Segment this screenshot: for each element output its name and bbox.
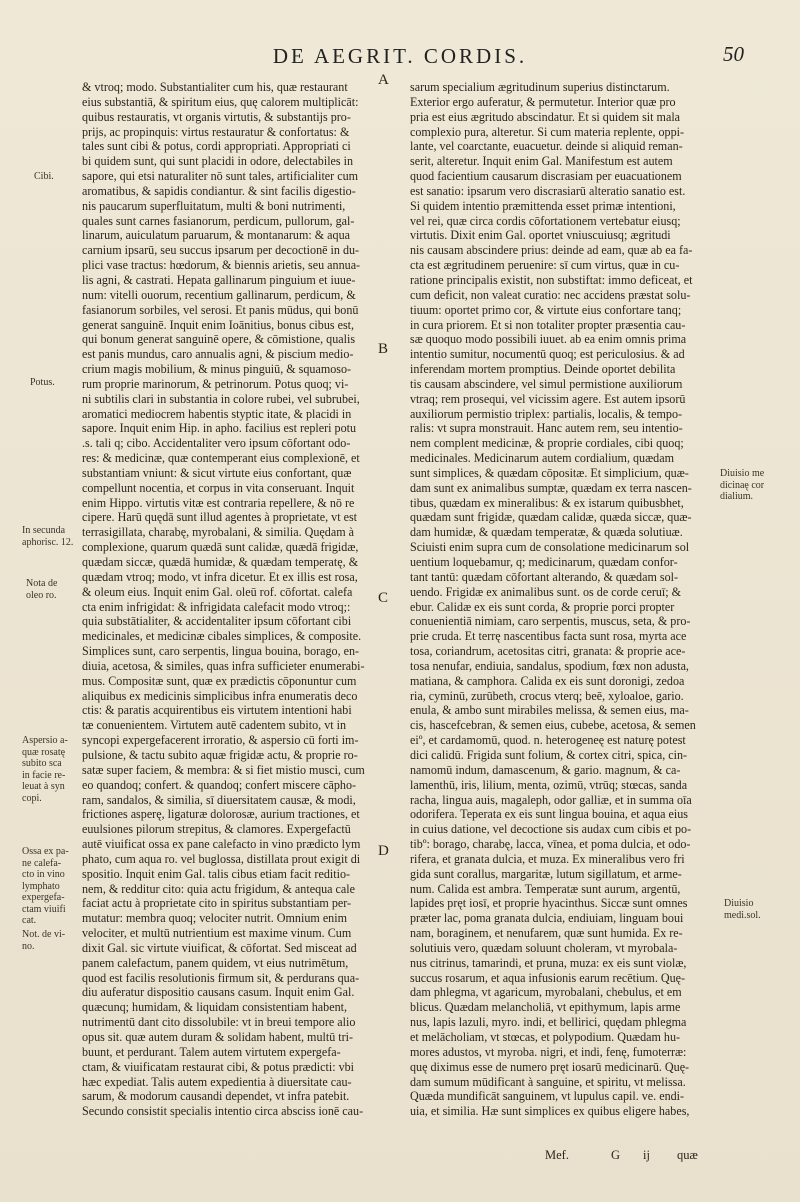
text-line: Si quidem intentio præmittenda esset primæ intentioni,: [410, 198, 676, 213]
text-line: ctam, & viuificatam restaurat cibi, & potus prædicti: vbi: [82, 1059, 355, 1074]
margin-note-line: cat.: [22, 915, 37, 926]
text-line: tosa, coriandrum, acetositas citri, granata: & proprie ace-: [410, 644, 686, 659]
text-line: prie cruda. Et terrę nascentibus facta sunt rosa, myrta ace: [410, 629, 687, 644]
running-title: DE AEGRIT. CORDIS.: [272, 44, 528, 68]
margin-note-diuisio: [720, 468, 764, 503]
text-line: diu auferatur dispositio causans casum. Inquit enim Gal.: [82, 985, 355, 1000]
text-line: quibus restauratis, vt organis virtutis, & substantijs pro-: [82, 109, 351, 124]
text-line: complexione, quarum quædā sunt calidæ, quædā frigidæ,: [82, 540, 359, 555]
text-line: aliquibus ex medicinis simplicibus infra enumeratis deco: [82, 688, 358, 703]
margin-note-line: cto in vino: [22, 869, 65, 880]
text-line: dixit Gal. sic virtute viuificat, & cōfortat. Sed misceat ad: [82, 940, 357, 955]
page-signatures: [545, 1148, 725, 1166]
text-line: auxiliorum permistio triplex: partialis, localis, & tempo-: [410, 406, 683, 421]
text-line: num: vitelli ouorum, recentium gallinarum, perdicum, &: [82, 287, 356, 302]
text-line: Quæda mundificāt sanguinem, vt lupulus capil. ve. endi-: [410, 1089, 685, 1104]
text-line: matiana, & camphora. Calida ex eis sunt doronigi, zedoa: [410, 673, 685, 688]
text-line: uentium loquebamur, q; medicinarum, quædam confor-: [410, 555, 678, 569]
text-line: medicinales, et medicinæ cibales simplices, & composite.: [82, 629, 362, 644]
text-line: blicus. Quædam melancholiā, vt epithymum, lapis arme: [410, 1000, 681, 1015]
margin-note-line: Aspersio a-: [22, 735, 68, 746]
text-line: cipere. Harū quędā sunt illud agentes à proprietate, vt est: [82, 510, 358, 525]
text-line: quod facientium causarum discrasiam per euacuationem: [410, 169, 682, 184]
margin-note-oleo: [26, 578, 57, 601]
text-line: prijs, ac propinquis: virtus restauratur & confortatus: &: [82, 124, 350, 139]
margin-note-line: ctam viuifi: [22, 903, 66, 915]
margin-note-cibi: [34, 171, 54, 183]
text-line: dam sunt ex animalibus sumptæ, quædam ex terra nascen-: [410, 480, 692, 495]
margin-note-line: Not. de vi-: [22, 929, 66, 940]
catchword-left: Mef.: [545, 1148, 569, 1162]
text-line: quia substātialiter, & accidentaliter ipsum cōfortant cibi: [82, 614, 352, 629]
text-line: rifera, et granata dulcia, et muza. Ex mineralibus vero fri: [410, 851, 685, 866]
margin-note-line: ne calefa-: [22, 857, 62, 869]
section-letter-c: C: [378, 590, 389, 606]
margin-note-line: in facie re-: [22, 769, 66, 781]
text-line: quædam vtroq; modo, vt infra dicetur. Et ex illis est rosa,: [82, 569, 358, 584]
text-line: ram, sandalos, & similia, sī diuersitatem causæ, & modi,: [82, 792, 356, 807]
text-line: fasianorum sorbiles, vel serosi. Et panis mūdus, qui bonū: [82, 302, 359, 317]
text-line: quædam siccæ, quædā humidæ, & quædam temperatę, &: [82, 555, 359, 569]
text-line: cta est ægritudinem peruenire: sī cum virtus, quæ in cu-: [410, 258, 680, 273]
signature-letter: G: [611, 1148, 621, 1162]
catchword: quæ: [677, 1148, 698, 1162]
text-line: opus sit. quæ autem duram & solidam habent, multū tri-: [82, 1030, 354, 1044]
text-line: mus. Compositæ sunt, quæ ex prædictis cōponuntur cum: [82, 673, 357, 688]
text-line: linarum, auiculatum paruarum, & montanarum: & aqua: [82, 228, 350, 243]
margin-note-line: aphorisc. 12.: [22, 536, 74, 548]
text-line: sapore, qui etsi naturaliter nō sunt tales, artificialiter cum: [82, 169, 359, 184]
text-line: est panis mundus, caro annualis agni, & piscium medio-: [82, 347, 354, 362]
leaf-number: ij: [643, 1148, 650, 1162]
text-line: nus, lapis lazuli, myro. indi, et bellirici, quędam phlegma: [410, 1015, 687, 1030]
margin-note-line: oleo ro.: [26, 589, 57, 601]
section-letter-d: D: [378, 843, 389, 859]
section-letter-a: A: [378, 72, 389, 88]
text-line: Secundo consistit specialis intentio circa absciss ionē cau-: [82, 1104, 364, 1119]
text-line: lis agni, & castrati. Hepata gallinarum pinguium et iuue-: [82, 272, 356, 287]
text-line: virtutis. Dixit enim Gal. oportet vniuscuiusq; ægritudi: [410, 228, 671, 243]
text-line: phato, cum aqua ro. vel buglossa, distillata prout exigit di: [82, 851, 361, 866]
text-line: nam, boraginem, et nenufarem, quæ sunt humida. Ex re-: [410, 926, 683, 941]
margin-note-line: Ossa ex pa-: [22, 846, 69, 857]
text-line: lapides pręt iosī, et proprie hyacinthus. Siccæ sunt omnes: [410, 896, 688, 911]
text-line: ria, cyminū, zurūbeth, crocus vterq; beē, xyloaloe, gario.: [410, 688, 684, 703]
text-line: crium magis mobilium, & minus pinguiū, & squamoso-: [82, 362, 352, 377]
text-line: complexio pura, alteretur. Si cum materia replente, oppi-: [410, 124, 685, 139]
text-line: inferendam mortem promptius. Deinde oportet debilita: [410, 362, 676, 377]
text-line: syncopi expergefacerent irroratio, & aspersio cū forti im-: [82, 733, 359, 748]
text-line: enula, & ambo sunt mirabiles melissa, & semen eius, ma-: [410, 703, 689, 718]
text-line: in cuius datione, vel decoctione sis audax cum cibis et po-: [410, 822, 692, 837]
text-line: vel rei, quæ circa cordis cōfortationem vertebatur eiusq;: [410, 213, 681, 228]
text-line: dici calidū. Frigida sunt folium, & cortex citri, spica, cin-: [410, 747, 688, 762]
text-line: ctis: & paratis acquirentibus eis virtutem intentioni habi: [82, 703, 352, 718]
text-line: dam sumum mūdificant à sanguine, et spiritu, vt melissa.: [410, 1074, 686, 1089]
margin-note-line: lymphato: [22, 880, 60, 892]
text-line: intentio sumitur, nocumentū quoq; est periculosius. & ad: [410, 347, 685, 362]
text-line: & oleum eius. Inquit enim Gal. oleū rof. cōfortat. calefa: [82, 584, 353, 599]
text-line: carnium ipsarū, seu succus ipsarum per decoctionē in du-: [82, 243, 360, 258]
text-line: eiº, et cardamomū, quod. n. heterogeneę est naturę potest: [410, 733, 686, 748]
text-line: spositio. Inquit enim Gal. talis cibus etiam facit reditio-: [82, 866, 351, 881]
text-line: conuenientiā nimiam, caro serpentis, muscus, seta, & pro-: [410, 614, 691, 629]
text-line: nem complent medicinæ, & proprie cordiales, cibi quoq;: [410, 436, 684, 451]
text-line: et melācholiam, vt stœcas, et polypodium. Quædam hu-: [410, 1030, 681, 1044]
margin-note-line: no.: [22, 940, 35, 952]
text-line: cis, hascefcebran, & semen eius, cubebe, acetosa, & semen: [410, 718, 696, 733]
text-line: sarum, & modorum causandi dependet, vt infra patebit.: [82, 1089, 350, 1104]
text-line: tæ conuenientem. Virtutem autē cadentem subito, vt in: [82, 718, 347, 733]
text-line: medicinales. Medicinarum autem cordialium, quædam: [410, 451, 674, 466]
margin-note-line: subito sca: [22, 758, 62, 769]
margin-note-line: Potus.: [30, 377, 55, 388]
text-line: nis paucarum superfluitatum, multi & boni nutrimenti,: [82, 198, 346, 213]
text-line: cta enim infrigidat: & infrigidata calefacit modo vtroq;:: [82, 599, 351, 614]
margin-note-line: medi.sol.: [724, 909, 761, 921]
text-line: res: & medicinæ, quæ contemperant eius complexionē, et: [82, 451, 360, 466]
margin-note-line: dicinaę cor: [720, 479, 765, 491]
text-line: autē viuificat ossa ex pane calefacto in vino prædicto lym: [82, 837, 361, 852]
text-line: velociter, et multū nutrientium est maxime vinum. Cum: [82, 926, 352, 941]
text-line: hæc expediat. Talis autem expedientia à diuersitate cau-: [82, 1074, 352, 1089]
text-line: mores adustos, vt myroba. nigri, et indi, fenę, fumoterræ:: [410, 1044, 687, 1059]
text-line: ralis: vt supra monstrauit. Hanc autem rem, seu intentio-: [410, 421, 683, 436]
text-line: Exterior ergo auferatur, & permutetur. Interior quæ pro: [410, 94, 676, 109]
text-line: lante, vel coarctante, euacuetur. deinde si aliquid reman-: [410, 139, 683, 154]
text-line: succus rosarum, et aqua infusionis earum recētium. Quę-: [410, 970, 686, 985]
margin-note-ossa: [22, 846, 69, 927]
text-line: serit, alteretur. Inquit enim Gal. Manifestum est autem: [410, 154, 673, 169]
text-line: tibº: borago, charabę, lacca, vīnea, et poma dulcia, et odo-: [410, 837, 691, 852]
text-line: quod est facilis resolutionis firmum sit, & perdurans qua-: [82, 970, 360, 985]
text-line: faciat actu à proprietate cito in spiritus substantiam per-: [82, 896, 352, 911]
text-line: terrasigillata, charabę, myrobalani, & similia. Quędam à: [82, 525, 355, 540]
text-line: nutrimentū dant cito dissolubile: vt in breui tempore alio: [82, 1015, 356, 1030]
text-line: lamenthū, iris, lilium, menta, ozimū, vtrūq; stœcas, sanda: [410, 777, 688, 792]
text-line: aromatici mediocrem habentis styptic itate, & placidi in: [82, 406, 352, 421]
text-line: ni subtilis clari in substantia in colore rubei, vel subrubei,: [82, 391, 360, 406]
text-line: panem calefactum, panem quidem, vt eius nutrimētum,: [82, 955, 349, 970]
text-line: enim Hippo. virtutis vitæ est contraria repellere, & nō re: [82, 495, 355, 510]
text-line: præter lac, poma granata dulcia, endiuiam, linguam boui: [410, 911, 684, 926]
text-line: ratione principalis existit, non substiftat: immo deficeat, et: [410, 272, 693, 287]
margin-note-vino: [22, 929, 65, 952]
text-line: tant tantū: quædam cōfortant alterando, & quædam sol-: [410, 569, 679, 584]
text-line: rum proprie marinorum, & petrinorum. Potus quoq; vi-: [82, 376, 349, 391]
text-line: sapore. Inquit enim Hip. in apho. facilius est repleri potu: [82, 421, 357, 436]
text-line: compellunt nocentia, et corpus in vita conseruant. Inquit: [82, 480, 355, 495]
text-line: tales sunt cibi & potus, cordi appropriati. Appropriati ci: [82, 139, 351, 154]
text-line: quæcunq; humidam, & liquidam consistentiam habent,: [82, 1000, 348, 1015]
text-line: solutiuis vero, quædam soluunt choleram, vt myrobala-: [410, 940, 678, 955]
margin-note-line: Diuisio: [724, 898, 754, 909]
text-line: est sanatio: ipsarum vero discrasiarū alteratio sanatio est.: [410, 183, 686, 198]
text-line: .s. tali q; cibo. Accidentaliter vero ipsum cōfortant odo-: [82, 436, 351, 451]
text-line: ebur. Calidæ ex eis sunt corda, & proprie porci propter: [410, 599, 675, 614]
text-line: bi quidem sunt, qui sunt placidi in odore, delectabiles in: [82, 154, 354, 169]
page-header: [0, 44, 800, 74]
text-line: Simplices sunt, caro serpentis, lingua bouina, borago, en-: [82, 644, 360, 659]
margin-note-line: quæ rosatę: [22, 746, 66, 758]
margin-note-line: leuat à syn: [22, 781, 65, 792]
margin-note-line: dialium.: [720, 491, 754, 502]
folio-number: 50: [723, 42, 744, 66]
text-line: nis causam abscindere prius: deinde ad eam, quæ ab ea fa-: [410, 243, 693, 258]
text-line: pulsione, & tactu subito aquæ frigidæ actu, & proprie ro-: [82, 747, 358, 762]
text-line: nem, & redditur cito: quia actu frigidum, & antequa cale: [82, 881, 356, 896]
text-line: & vtroq; modo. Substantialiter cum his, quæ restaurant: [82, 80, 348, 94]
margin-note-line: expergefa-: [22, 892, 65, 903]
text-line: euulsiones pilorum strepitus, & clamores. Expergefactū: [82, 822, 351, 837]
text-line: quædam sunt frigidæ, quædam calidæ, quæda siccæ, quæ-: [410, 510, 692, 525]
text-line: generat sanguinē. Inquit enim Ioānitius, bonus cibus est,: [82, 317, 355, 332]
text-line: namomū indum, damascenum, & gario. magnum, & ca-: [410, 762, 681, 777]
text-line: dam humidæ, & quædam temperatæ, & quæda solutiuæ.: [410, 525, 683, 540]
text-line: pria est eius ægritudo abscindatur. Et si quidem sit mala: [410, 109, 681, 124]
text-line: tibus, quædam ex mineralibus: & ex istarum quibusbhet,: [410, 495, 684, 510]
text-line: dam phlegma, vt agaricum, myrobalani, chebulus, et em: [410, 985, 682, 1000]
text-line: qui bonum generat sanguinē opere, & cōmistione, qualis: [82, 332, 356, 347]
text-line: sarum specialium ægritudinum superius distinctarum.: [410, 80, 670, 94]
text-line: buunt, et perdurant. Talem autem virtutem expergefa-: [82, 1044, 341, 1059]
text-line: quę diximus esse de numero pręt iosarū medicinarū. Quę-: [410, 1059, 690, 1074]
text-line: racha, lingua auis, magaleph, odor galliæ, et in summa oīa: [410, 792, 692, 807]
text-line: eo quandoq; confert. & quandoq; confert miscere cāpho-: [82, 777, 357, 792]
text-line: odorifera. Teperata ex eis sunt lingua bouina, et aqua eius: [410, 807, 688, 822]
text-line: tiuum: oportet primo cor, & virtute eius confortare tanq;: [410, 302, 682, 317]
margin-note-aphorism: [22, 525, 73, 548]
text-line: in cura priorem. Et si non totaliter propter præsentia cau-: [410, 317, 686, 332]
text-line: plici vase tractus: hœdorum, & biennis arietis, seu annua-: [82, 258, 361, 273]
text-line: uia, et similia. Hæ sunt simplices ex quibus eligere habes,: [410, 1104, 690, 1119]
margin-note-line: Cibi.: [34, 171, 54, 182]
right-text-column: [410, 80, 710, 1119]
text-line: tis causam abscindere, vel simul permistione auxiliorum: [410, 376, 683, 391]
text-line: mutatur: membra quoq; velociter nutrit. Omnium enim: [82, 911, 347, 926]
text-line: vtraq; rem prosequi, vel vicissim agere. Est autem ipsorū: [410, 391, 686, 406]
text-line: nus citrinus, tamarindi, et pruna, muza: ex eis sunt violæ,: [410, 955, 687, 970]
text-line: num. Calida est ambra. Temperatæ sunt aurum, argentū,: [410, 881, 681, 896]
text-line: eius substantiā, & spiritum eius, quę calorem multiplicāt:: [82, 94, 359, 109]
text-line: sunt simplices, & quædam cōpositæ. Et simplicium, quæ-: [410, 465, 689, 480]
text-line: Sciuisti enim supra cum de consolatione medicinarum sol: [410, 540, 690, 555]
margin-note-potus: [30, 377, 55, 389]
margin-note-line: Nota de: [26, 578, 58, 589]
margin-note-medi-sol: [724, 898, 761, 921]
text-line: tosa nenufar, endiuia, sandalus, spodium, fœx non adusta,: [410, 658, 689, 673]
section-letter-b: B: [378, 341, 389, 357]
margin-note-aspersio: [22, 735, 68, 804]
text-line: gida sunt corallus, margaritæ, lutum sigillatum, et arme-: [410, 866, 682, 881]
margin-note-line: In secunda: [22, 525, 66, 536]
text-line: diuia, acetosa, & similes, quas infra sufficieter enumerabi-: [82, 658, 365, 673]
left-text-column: [82, 80, 376, 1119]
text-line: quales sunt carnes fasianorum, perdicum, pullorum, gal-: [82, 213, 355, 228]
text-line: frictiones asperę, ligaturæ dolorosæ, aurium tractiones, et: [82, 807, 360, 822]
text-line: substantiam vniunt: & sicut virtute eius confortant, quæ: [82, 465, 352, 480]
margin-note-line: Diuisio me: [720, 468, 765, 479]
text-line: satæ super faciem, & membra: & si fiet mistio musci, cum: [82, 762, 365, 777]
text-line: cum deficit, non valeat curatio: nec accidens præstat solu-: [410, 287, 691, 302]
text-line: uendo. Frigidæ ex animalibus sunt. os de corde ceruī; &: [410, 584, 682, 599]
text-line: aromatibus, & sapidis condiantur. & sint facilis digestio-: [82, 183, 356, 198]
text-line: sæ quoquo modo possibili iuuet. ab ea enim omnis prima: [410, 332, 687, 347]
margin-note-line: copi.: [22, 792, 42, 804]
